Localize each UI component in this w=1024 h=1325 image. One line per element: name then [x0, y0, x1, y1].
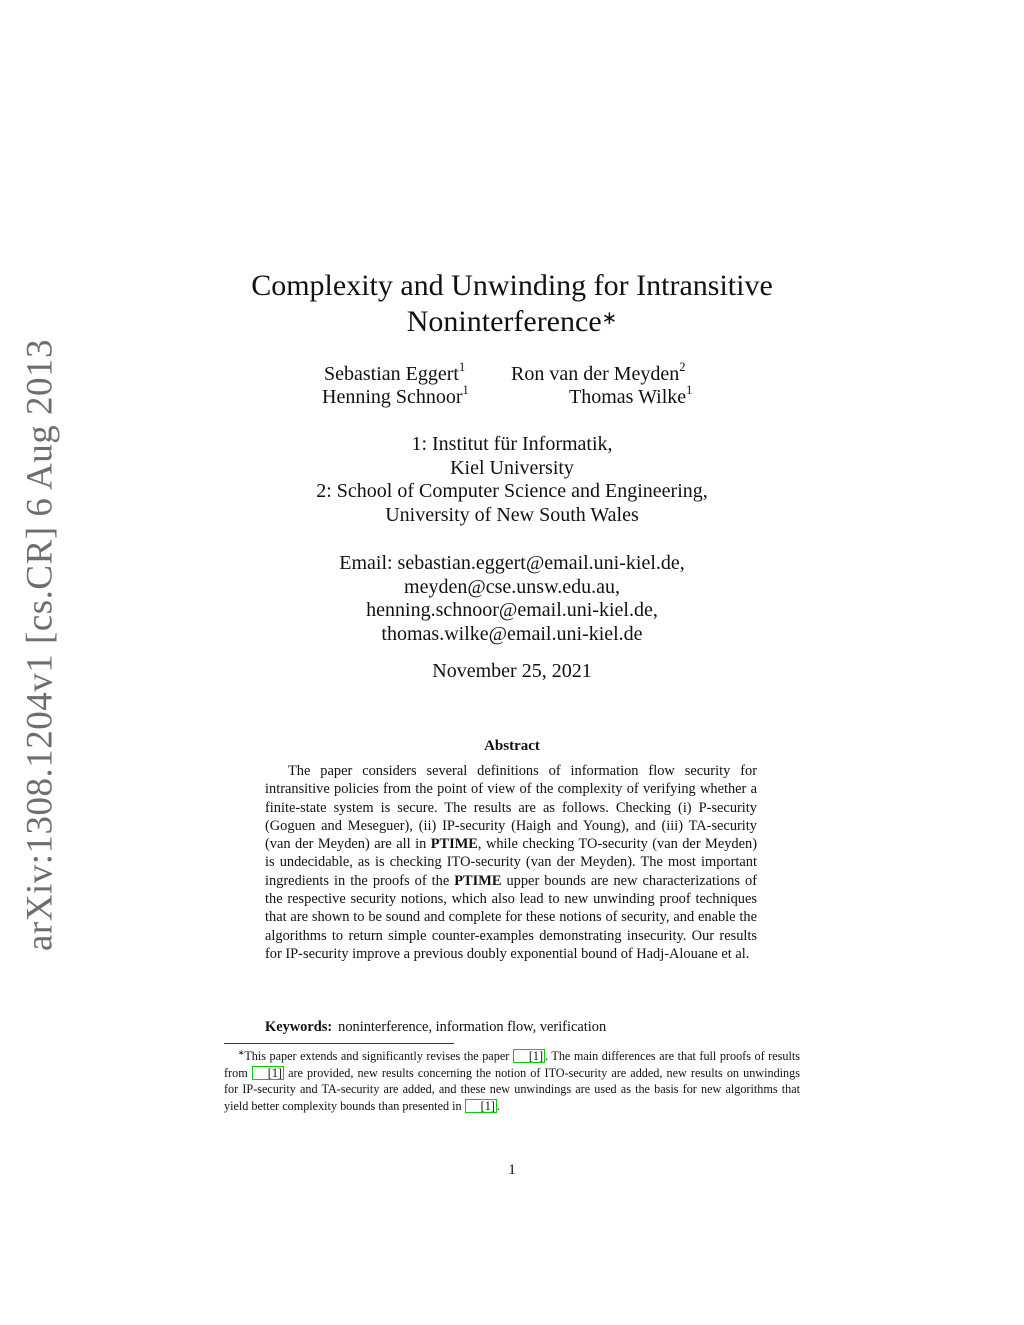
keywords-label: Keywords:: [265, 1019, 333, 1035]
email-line: Email: sebastian.eggert@email.uni-kiel.de,: [339, 552, 685, 574]
footnote: ∗This paper extends and significantly revises the paper [1] . The main differences are that full proofs of results from [1] are provided, new results concerning the notion of ITO-security are added, new results on unwindings for IP-security and TA-security are added, and these new unwindings are used as the basis for new algorithms that yield better complexity bounds than presented in [1] .: [224, 1048, 800, 1113]
author-1: Sebastian Eggert$^1$: [324, 360, 466, 385]
paper-title: [162, 268, 862, 340]
citation-link[interactable]: [1]: [513, 1049, 545, 1063]
email-block: [162, 552, 862, 646]
title-line-2: Noninterference∗: [406, 305, 618, 338]
author-3: Henning Schnoor$^1$: [322, 383, 469, 408]
citation-link[interactable]: [1]: [252, 1066, 284, 1080]
complexity-class: PTIME: [454, 872, 502, 889]
affiliation-line: Kiel University: [450, 456, 574, 479]
email-line: meyden@cse.unsw.edu.au,: [404, 575, 620, 598]
citation-link[interactable]: [1]: [465, 1099, 497, 1113]
author-2: Ron van der Meyden$^2$: [511, 360, 686, 385]
arxiv-sidebar-stamp: arXiv:1308.1204v1 [cs.CR] 6 Aug 2013: [19, 338, 61, 952]
affiliation-line: 1: Institut für Informatik,: [411, 433, 613, 455]
affiliation-line: 2: School of Computer Science and Engineering,: [316, 480, 708, 502]
affiliation-line: University of New South Wales: [385, 503, 639, 526]
footnote-mark: ∗: [238, 1048, 245, 1057]
email-line: thomas.wilke@email.uni-kiel.de: [381, 622, 643, 645]
abstract-text: The paper considers several definitions of information flow security for intransitive policies from the point of view of the complexity of verifying whether a finite-state system is secure. The results are as follows. Checking (i) P-security (Goguen and Meseguer), (ii) IP-security (Haigh and Young), and (iii) TA-security (van der Meyden) are all in PTIME, while checking TO-security (van der Meyden) is undecidable, as is checking ITO-security (van der Meyden). The most important ingredients in the proofs of the PTIME upper bounds are new characterizations of the respective security notions, which also lead to new unwinding proof techniques that are shown to be sound and complete for these notions of security, and enable the algorithms to return simple counter-examples demonstrating insecurity. Our results for IP-security improve a previous doubly exponential bound of Hadj-Alouane et al.: [265, 763, 758, 962]
affiliations: [162, 433, 862, 527]
email-line: henning.schnoor@email.uni-kiel.de,: [366, 599, 658, 621]
footnote-divider: [224, 1043, 454, 1044]
complexity-class: PTIME: [430, 836, 478, 853]
abstract-heading: Abstract: [484, 738, 540, 754]
title-footnote-mark: ∗: [601, 308, 618, 329]
paper-date: November 25, 2021: [432, 660, 592, 682]
author-4: Thomas Wilke$^1$: [569, 383, 693, 408]
keywords-list: noninterference, information flow, verification: [338, 1019, 607, 1035]
page-number: 1: [508, 1162, 516, 1178]
keywords-line: [265, 1019, 606, 1036]
title-line-1: Complexity and Unwinding for Intransitive: [251, 269, 773, 302]
